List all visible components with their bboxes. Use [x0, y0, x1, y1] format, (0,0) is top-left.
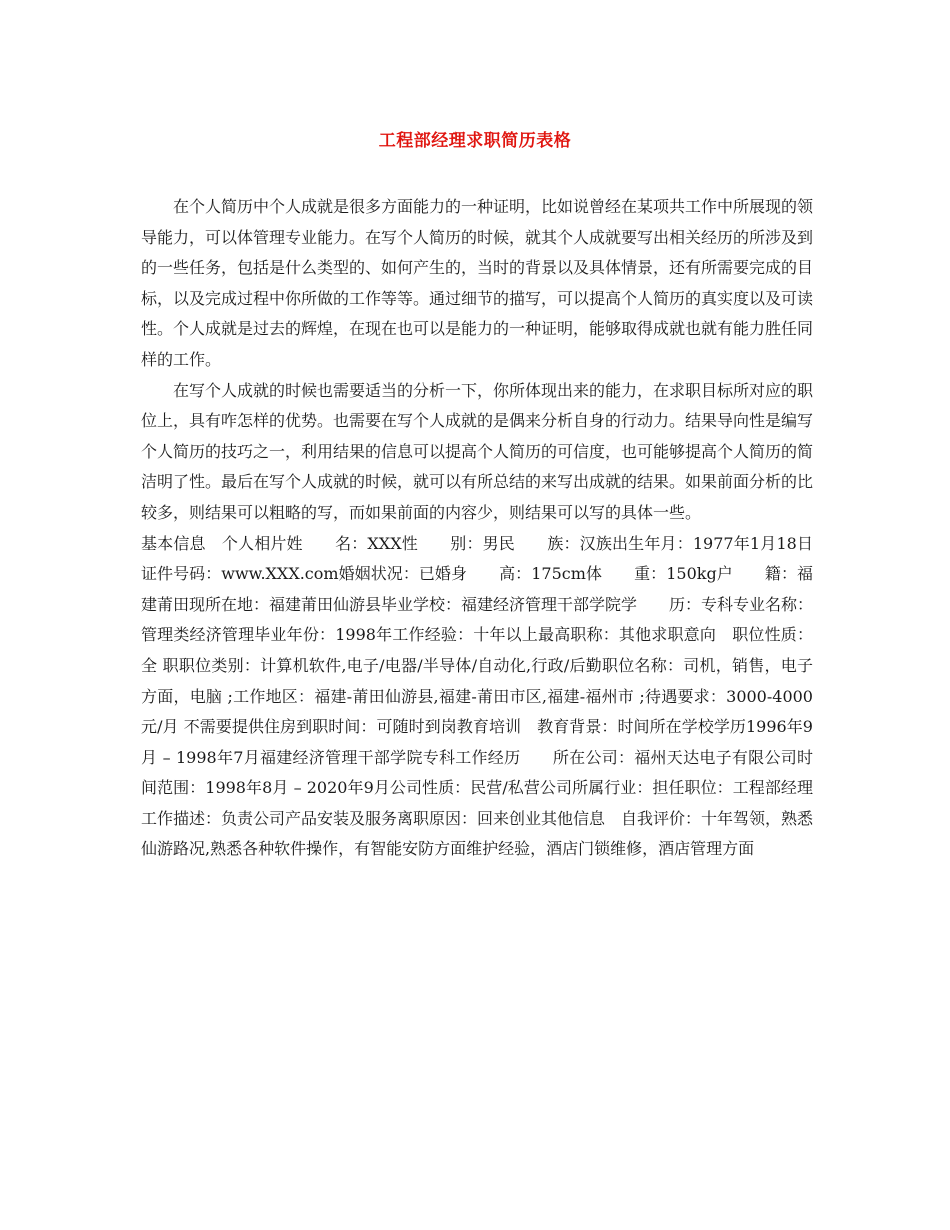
paragraph-2: 在写个人成就的时候也需要适当的分析一下，你所体现出来的能力，在求职目标所对应的职位上，具有咋怎样的优势。也需要在写个人成就的是偶来分析自身的行动力。结果导向性是编写个人简历的技巧之一，利用结果的信息可以提高个人简历的可信度，也可能够提高个人简历的简洁明了性。最后在写个人成就的时候，就可以有所总结的来写出成就的结果。如果前面分析的比较多，则结果可以粗略的写，而如果前面的内容少，则结果可以写的具体一些。 — [141, 380, 814, 522]
resume-info-block: 基本信息 个人相片姓 名：XXX性 别：男民 族：汉族出生年月：1977年1月18日证件号码：www.XXX.com婚姻状况：已婚身 高：175cm体 重：150kg户 籍：福建莆田现所在地：福建莆田仙游县毕业学校：福建经济管理干部学院学 历：专科专业名称：管理类经济管理毕业年份：1998年工作经验：十年以上最高职称：其他求职意向 职位性质：全 职职位类别：计算机软件,电子/电器/半导体/自动化,行政/后勤职位名称：司机，销售，电子方面，电脑 ;工作地区：福建-莆田仙游县,福建-莆田市区,福建-福州市 ;待遇要求：3000-4000元/月 不需要提供住房到职时间：可随时到岗教育培训 教育背景：时间所在学校学历1996年9月 – 1998年7月福建经济管理干部学院专科工作经历 所在公司：福州天达电子有限公司时间范围：1998年8月 – 2020年9月公司性质：民营/私营公司所属行业：担任职位：工程部经理工作描述：负责公司产品安装及服务离职原因：回来创业其他信息 自我评价：十年驾领，熟悉仙游路况,熟悉各种软件操作，有智能安防方面维护经验，酒店门锁维修，酒店管理方面 — [141, 533, 814, 859]
page-title: 工程部经理求职简历表格 — [378, 131, 572, 151]
document-body — [141, 192, 813, 865]
paragraph-1: 在个人简历中个人成就是很多方面能力的一种证明，比如说曾经在某项共工作中所展现的领导能力，可以体管理专业能力。在写个人简历的时候，就其个人成就要写出相关经历的所涉及到的一些任务，包括是什么类型的、如何产生的，当时的背景以及具体情景，还有所需要完成的目标，以及完成过程中你所做的工作等等。通过细节的描写，可以提高个人简历的真实度以及可读性。个人成就是过去的辉煌，在现在也可以是能力的一种证明，能够取得成就也就有能力胜任同样的工作。 — [141, 197, 814, 369]
